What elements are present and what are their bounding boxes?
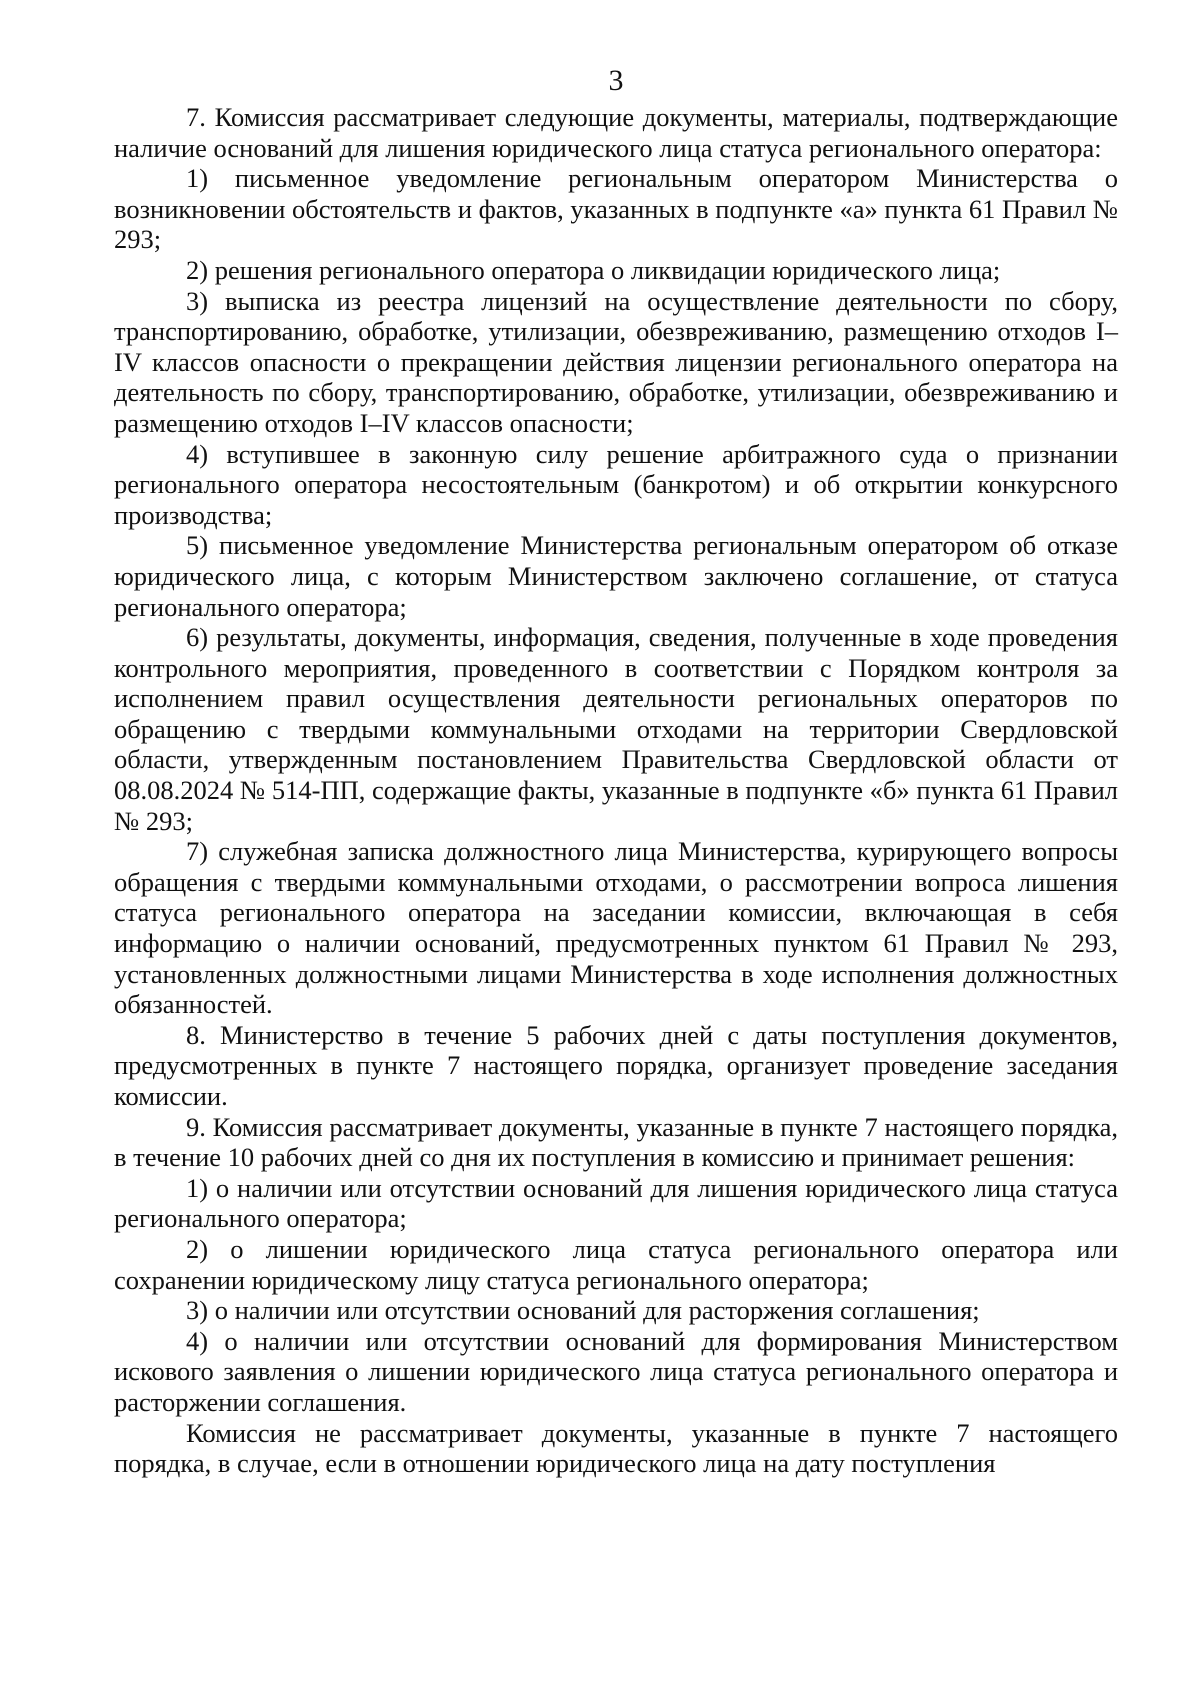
paragraph-7-item-1: 1) письменное уведомление региональным оператором Министерства о возникновении обстоятельств и фактов, указанных в подпункте «а» пункта 61 Правил № 293;	[114, 163, 1118, 255]
paragraph-7-intro: 7. Комиссия рассматривает следующие документы, материалы, подтверждающие наличие оснований для лишения юридического лица статуса регионального оператора:	[114, 102, 1118, 163]
paragraph-8: 8. Министерство в течение 5 рабочих дней с даты поступления документов, предусмотренных в пункте 7 настоящего порядка, организует проведение заседания комиссии.	[114, 1019, 1118, 1111]
paragraph-9-closing: Комиссия не рассматривает документы, указанные в пункте 7 настоящего порядка, в случае, если в отношении юридического лица на дату поступления	[114, 1417, 1118, 1479]
page-number: 3	[608, 64, 624, 97]
paragraph-9-intro: 9. Комиссия рассматривает документы, указанные в пункте 7 настоящего порядка, в течение 10 рабочих дней со дня их поступления в комиссию и принимает решения:	[114, 1111, 1118, 1173]
paragraph-7-item-4: 4) вступившее в законную силу решение арбитражного суда о признании регионального оператора несостоятельным (банкротом) и об открытии конкурсного производства;	[114, 438, 1118, 530]
paragraph-7-item-7: 7) служебная записка должностного лица Министерства, курирующего вопросы обращения с твердыми коммунальными отходами, о рассмотрении вопроса лишения статуса регионального оператора на заседании комиссии, включающая в себя информацию о наличии оснований, предусмотренных пунктом 61 Правил № 293, установленных должностными лицами Министерства в ходе исполнения должностных обязанностей.	[114, 836, 1118, 1020]
paragraph-7-item-6: 6) результаты, документы, информация, сведения, полученные в ходе проведения контрольного мероприятия, проведенного в соответствии с Порядком контроля за исполнением правил осуществления деятельности региональных операторов по обращению с твердыми коммунальными отходами на территории Свердловской области, утвержденным постановлением Правительства Свердловской области от 08.08.2024 № 514-ПП, содержащие факты, указанные в подпункте «б» пункта 61 Правил № 293;	[114, 622, 1118, 836]
paragraph-9-item-4: 4) о наличии или отсутствии оснований для формирования Министерством искового заявления о лишении юридического лица статуса регионального оператора и расторжении соглашения.	[114, 1325, 1118, 1417]
paragraph-7-item-3: 3) выписка из реестра лицензий на осуществление деятельности по сбору, транспортированию, обработке, утилизации, обезвреживанию, размещению отходов I–IV классов опасности о прекращении действия лицензии регионального оператора на деятельность по сбору, транспортированию, обработке, утилизации, обезвреживанию и размещению отходов I–IV классов опасности;	[114, 285, 1118, 438]
paragraph-9-item-2: 2) о лишении юридического лица статуса регионального оператора или сохранении юридическому лицу статуса регионального оператора;	[114, 1233, 1118, 1295]
paragraph-9-item-3: 3) о наличии или отсутствии оснований для расторжения соглашения;	[186, 1295, 980, 1326]
paragraph-7-item-5: 5) письменное уведомление Министерства региональным оператором об отказе юридического лица, с которым Министерством заключено соглашение, от статуса регионального оператора;	[114, 530, 1118, 622]
paragraph-7-item-2: 2) решения регионального оператора о ликвидации юридического лица;	[186, 254, 1001, 285]
paragraph-9-item-1: 1) о наличии или отсутствии оснований для лишения юридического лица статуса регионального оператора;	[114, 1172, 1118, 1234]
